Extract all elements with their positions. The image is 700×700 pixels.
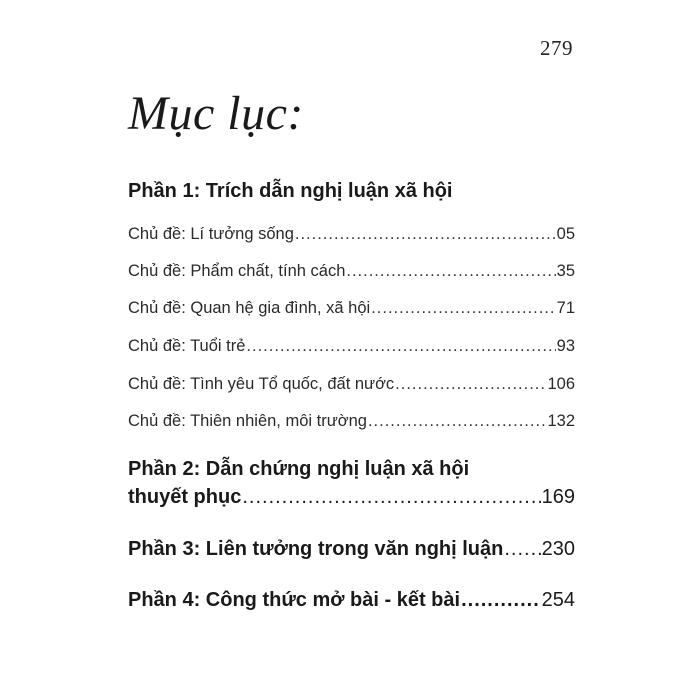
dot-leader: [346, 262, 555, 281]
part1-heading: Phần 1: Trích dẫn nghị luận xã hội: [128, 180, 453, 202]
dot-leader: [461, 589, 541, 612]
dot-leader: [368, 412, 547, 431]
toc-entry: [128, 375, 575, 394]
toc-entry-page: 05: [556, 225, 575, 243]
part2-page: 169: [541, 486, 575, 508]
toc-entry-page: 71: [556, 299, 575, 317]
toc-entry-label: Chủ đề: Phẩm chất, tính cách: [128, 262, 346, 280]
dot-leader: [246, 337, 555, 356]
toc-entry: [128, 299, 575, 318]
toc-entry-page: 35: [556, 262, 575, 280]
dot-leader: [242, 486, 540, 509]
page-number: 279: [540, 36, 573, 60]
part3-page: 230: [541, 538, 575, 560]
part2-heading-continued: thuyết phục: [128, 486, 242, 508]
toc-entry-label: Chủ đề: Tuổi trẻ: [128, 337, 246, 355]
dot-leader: [371, 299, 555, 318]
toc-entry: [128, 262, 575, 281]
dot-leader: [295, 225, 556, 244]
dot-leader: [395, 375, 546, 394]
part3-heading: Phần 3: Liên tưởng trong văn nghị luận: [128, 538, 504, 560]
toc-entry-label: Chủ đề: Tình yêu Tổ quốc, đất nước: [128, 375, 395, 393]
part4-entry: [128, 589, 575, 612]
part4-page: 254: [541, 589, 575, 611]
part4-heading: Phần 4: Công thức mở bài - kết bài: [128, 589, 461, 611]
toc-entry: [128, 337, 575, 356]
toc-entry-page: 106: [547, 375, 575, 393]
toc-entry: [128, 412, 575, 431]
part3-entry: [128, 538, 575, 561]
toc-entry: [128, 225, 575, 244]
part2-heading: Phần 2: Dẫn chứng nghị luận xã hội: [128, 458, 470, 480]
toc-title: Mục lục:: [128, 87, 304, 140]
toc-entry-page: 93: [556, 337, 575, 355]
toc-entry-label: Chủ đề: Lí tưởng sống: [128, 225, 294, 243]
dot-leader: [504, 538, 540, 561]
toc-entry-page: 132: [547, 412, 575, 430]
part2-entry: [128, 486, 575, 509]
toc-entry-label: Chủ đề: Quan hệ gia đình, xã hội: [128, 299, 371, 317]
toc-entry-label: Chủ đề: Thiên nhiên, môi trường: [128, 412, 367, 430]
